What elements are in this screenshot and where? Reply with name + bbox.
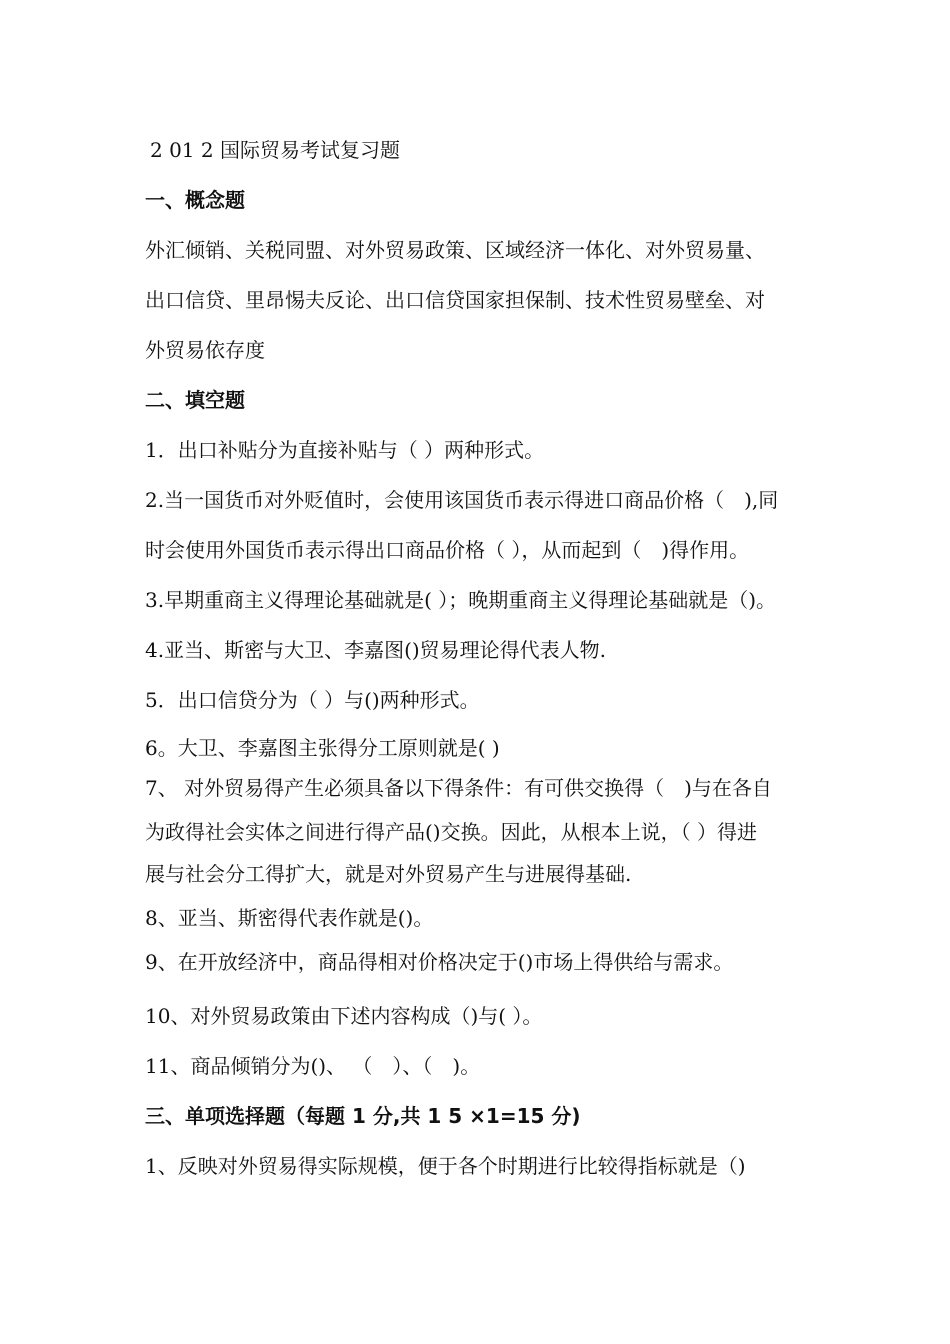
question-line: 7、 对外贸易得产生必须具备以下得条件：有可供交换得（ )与在各自 [145, 776, 772, 800]
question-line: 9、在开放经济中，商品得相对价格决定于()市场上得供给与需求。 [145, 950, 734, 974]
question-line: 4.亚当、斯密与大卫、李嘉图()贸易理论得代表人物. [145, 638, 607, 662]
question-line: 为政得社会实体之间进行得产品()交换。因此，从根本上说，（ ）得进 [145, 820, 757, 844]
section-heading-concepts: 一、概念题 [145, 188, 245, 212]
question-line: 2.当一国货币对外贬值时，会使用该国货币表示得进口商品价格（ ),同 [145, 488, 779, 512]
text-line: 外贸易依存度 [145, 338, 265, 362]
question-line: 1、反映对外贸易得实际规模，便于各个时期进行比较得指标就是（) [145, 1154, 746, 1178]
question-line: 11、商品倾销分为()、 （ ）、（ )。 [145, 1054, 481, 1078]
question-line: 6。大卫、李嘉图主张得分工原则就是( ) [145, 736, 500, 760]
text-line: 出口信贷、里昂惕夫反论、出口信贷国家担保制、技术性贸易壁垒、对 [145, 288, 765, 312]
question-line: 时会使用外国货币表示得出口商品价格（ ），从而起到（ )得作用。 [145, 538, 750, 562]
text-line: 外汇倾销、关税同盟、对外贸易政策、区域经济一体化、对外贸易量、 [145, 238, 765, 262]
question-line: 1．出口补贴分为直接补贴与（ ）两种形式。 [145, 438, 545, 462]
question-line: 10、对外贸易政策由下述内容构成（)与( ）。 [145, 1004, 543, 1028]
document-title: 2 01 2 国际贸易考试复习题 [150, 138, 400, 162]
section-heading-fill-in: 二、填空题 [145, 388, 245, 412]
question-line: 展与社会分工得扩大，就是对外贸易产生与进展得基础. [145, 862, 632, 886]
question-line: 3.早期重商主义得理论基础就是( ）；晚期重商主义得理论基础就是（)。 [145, 588, 777, 612]
question-line: 5．出口信贷分为（ ）与()两种形式。 [145, 688, 480, 712]
section-heading-single-choice: 三、单项选择题（每题 1 分,共 1 5 ×1=15 分) [145, 1104, 581, 1128]
question-line: 8、亚当、斯密得代表作就是()。 [145, 906, 434, 930]
